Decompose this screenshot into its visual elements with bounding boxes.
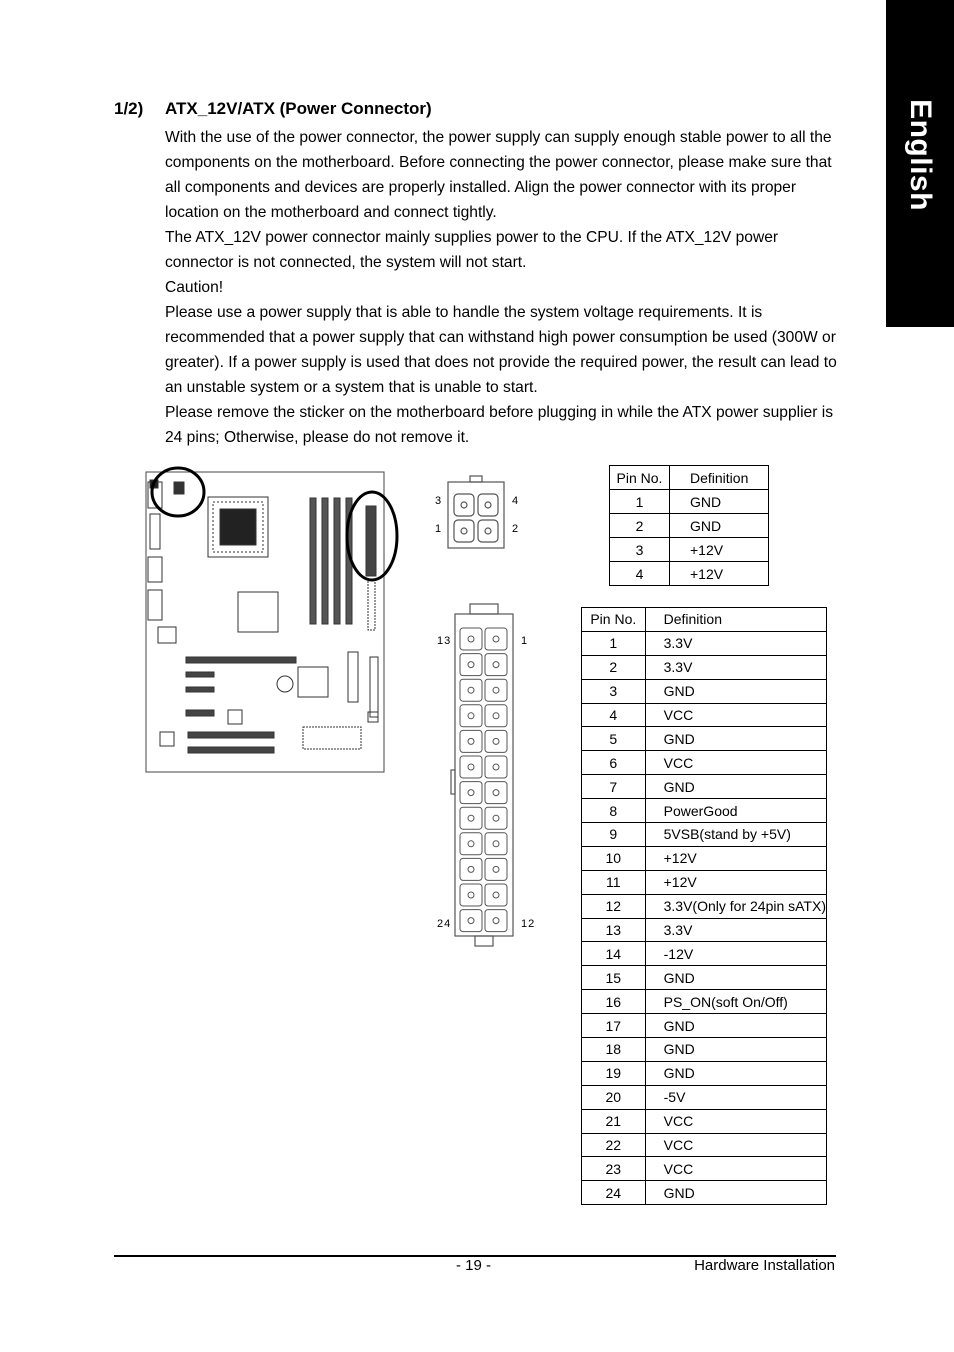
table-row: [582, 679, 827, 703]
connector-pin: [485, 730, 507, 752]
pin-definition-cell: GND: [645, 775, 826, 799]
table-row: [610, 538, 769, 562]
connector-pin-hole: [468, 764, 474, 770]
connector-pin-hole: [468, 841, 474, 847]
table-row: [582, 1014, 827, 1038]
connector-pin-hole: [493, 764, 499, 770]
connector-pin: [460, 705, 482, 727]
connector-pin: [485, 833, 507, 855]
connector-pin: [460, 654, 482, 676]
pin-definition-cell: +12V: [670, 562, 769, 586]
pin-definition-cell: GND: [645, 1014, 826, 1038]
pin-number-cell: 18: [582, 1038, 646, 1062]
table-row: [582, 1085, 827, 1109]
section-heading: [114, 99, 432, 119]
table-header-row: [610, 466, 769, 490]
pin-definition-cell: GND: [645, 679, 826, 703]
table-row: [582, 918, 827, 942]
connector-pin: [460, 833, 482, 855]
connector-pin-hole: [468, 713, 474, 719]
connector-pin-hole: [468, 918, 474, 924]
pin-definition-cell: PS_ON(soft On/Off): [645, 990, 826, 1014]
pin-definition-cell: GND: [670, 514, 769, 538]
table-row: [582, 990, 827, 1014]
pin-number-cell: 3: [582, 679, 646, 703]
pin-definition-cell: VCC: [645, 703, 826, 727]
table-row: [582, 1109, 827, 1133]
header-definition: Definition: [645, 608, 826, 632]
atx12v-pin2-label: 2: [512, 523, 520, 535]
connector-pin: [485, 705, 507, 727]
table-row: [582, 727, 827, 751]
connector-pin-hole: [468, 687, 474, 693]
connector-pin: [485, 884, 507, 906]
connector-pin-hole: [468, 790, 474, 796]
connector-pin-hole: [468, 815, 474, 821]
table-row: [610, 562, 769, 586]
connector-pin: [460, 628, 482, 650]
connector-pin-hole: [493, 866, 499, 872]
pin-number-cell: 9: [582, 823, 646, 847]
pin-definition-cell: -12V: [645, 942, 826, 966]
connector-pin: [460, 858, 482, 880]
table-row: [582, 1181, 827, 1205]
connector-pin-hole: [468, 662, 474, 668]
connector-pin-hole: [493, 738, 499, 744]
section-title: ATX_12V/ATX (Power Connector): [165, 99, 432, 118]
connector-pin-hole: [493, 841, 499, 847]
pin-definition-cell: GND: [645, 1181, 826, 1205]
connector-pin: [485, 756, 507, 778]
pin-definition-cell: 3.3V: [645, 918, 826, 942]
table-row: [582, 966, 827, 990]
table-row: [582, 751, 827, 775]
pin-number-cell: 14: [582, 942, 646, 966]
table-row: [582, 655, 827, 679]
connector-pin-hole: [493, 815, 499, 821]
atx24-pin-table: [581, 607, 827, 1205]
table-row: [582, 1133, 827, 1157]
header-definition: Definition: [670, 466, 769, 490]
body-text: [165, 125, 837, 450]
pin-number-cell: 8: [582, 799, 646, 823]
atx24-pin12-label: 12: [521, 918, 536, 930]
connector-pin: [485, 910, 507, 932]
atx24-pin13-label: 13: [437, 635, 452, 647]
pin-definition-cell: GND: [645, 1061, 826, 1085]
table-row: [582, 1038, 827, 1062]
table-row: [582, 775, 827, 799]
connector-pin-hole: [468, 866, 474, 872]
pin-number-cell: 12: [582, 894, 646, 918]
table-row: [582, 894, 827, 918]
table-row: [582, 846, 827, 870]
connector-pin-hole: [493, 636, 499, 642]
connector-pin: [460, 782, 482, 804]
pin-number-cell: 24: [582, 1181, 646, 1205]
pin-number-cell: 4: [582, 703, 646, 727]
pin-number-cell: 4: [610, 562, 670, 586]
connector-pin: [460, 679, 482, 701]
pin-number-cell: 1: [610, 490, 670, 514]
table-row: [582, 799, 827, 823]
atx24-connector-diagram: [415, 570, 560, 975]
connector-pin: [485, 858, 507, 880]
pin-definition-cell: PowerGood: [645, 799, 826, 823]
atx12v-pin-table: [609, 465, 769, 586]
pin-definition-cell: VCC: [645, 1157, 826, 1181]
table-row: [582, 823, 827, 847]
pin-definition-cell: VCC: [645, 1109, 826, 1133]
atx12v-pin4-label: 4: [512, 495, 520, 507]
table-row: [582, 703, 827, 727]
pin-number-cell: 21: [582, 1109, 646, 1133]
connector-pin-hole: [468, 636, 474, 642]
table-row: [582, 631, 827, 655]
pin-number-cell: 2: [610, 514, 670, 538]
table-row: [610, 490, 769, 514]
pin-definition-cell: GND: [645, 727, 826, 751]
caution-label: Caution!: [165, 279, 224, 296]
atx24-pin1-label: 1: [521, 635, 529, 647]
connector-pin-hole: [493, 918, 499, 924]
connector-pin-hole: [493, 687, 499, 693]
pin-definition-cell: 3.3V: [645, 631, 826, 655]
pin-number-cell: 20: [582, 1085, 646, 1109]
language-tab-label: English: [904, 99, 937, 211]
atx24-pin24-label: 24: [437, 918, 452, 930]
atx12v-pin3-label: 3: [435, 495, 443, 507]
pin-number-cell: 2: [582, 655, 646, 679]
connector-pin: [485, 807, 507, 829]
pin-definition-cell: VCC: [645, 1133, 826, 1157]
language-tab: [886, 0, 954, 327]
connector-pin: [485, 654, 507, 676]
connector-pin-hole: [493, 892, 499, 898]
connector-pin: [485, 679, 507, 701]
section-number: 1/2): [114, 99, 144, 118]
table-row: [582, 942, 827, 966]
pin-number-cell: 23: [582, 1157, 646, 1181]
connector-pin: [460, 756, 482, 778]
pin-number-cell: 17: [582, 1014, 646, 1038]
pin-number-cell: 13: [582, 918, 646, 942]
connector-pin-hole: [493, 790, 499, 796]
table-row: [582, 1061, 827, 1085]
connector-pin: [485, 628, 507, 650]
pin-definition-cell: +12V: [645, 846, 826, 870]
pin-number-cell: 10: [582, 846, 646, 870]
pin-definition-cell: 3.3V: [645, 655, 826, 679]
atx12v-pin1-label: 1: [435, 523, 443, 535]
pin-definition-cell: 3.3V(Only for 24pin sATX): [645, 894, 826, 918]
pin-definition-cell: GND: [670, 490, 769, 514]
connector-pin-hole: [468, 738, 474, 744]
pin-number-cell: 16: [582, 990, 646, 1014]
pin-number-cell: 1: [582, 631, 646, 655]
atx12v-connector-diagram: [420, 470, 530, 560]
connector-pin: [460, 910, 482, 932]
pin-definition-cell: +12V: [645, 870, 826, 894]
pin-number-cell: 19: [582, 1061, 646, 1085]
connector-pin: [460, 807, 482, 829]
pin-number-cell: 7: [582, 775, 646, 799]
connector-pin-hole: [493, 713, 499, 719]
pin-number-cell: 15: [582, 966, 646, 990]
pin-definition-cell: 5VSB(stand by +5V): [645, 823, 826, 847]
header-pin-no: Pin No.: [582, 608, 646, 632]
pin-number-cell: 6: [582, 751, 646, 775]
paragraph-intro: With the use of the power connector, the power supply can supply enough stable power to all the components on the motherboard. Before connecting the power connector, please make sure that all components and devices are properly installed. Align the power connector with its proper location on the motherboard and connect tightly.: [165, 129, 832, 221]
footer-section-title: Hardware Installation: [694, 1257, 835, 1274]
pin-definition-cell: -5V: [645, 1085, 826, 1109]
pin-definition-cell: GND: [645, 1038, 826, 1062]
connector-pin: [485, 782, 507, 804]
connector-pin-hole: [468, 892, 474, 898]
connector-pin: [460, 730, 482, 752]
paragraph-atx12v: The ATX_12V power connector mainly supplies power to the CPU. If the ATX_12V power connector is not connected, the system will not start.: [165, 229, 779, 271]
paragraph-power-requirements: Please use a power supply that is able to handle the system voltage requirements. It is recommended that a power supply that can withstand high power consumption be used (300W or greater). If a power supply is used that does not provide the required power, the result can lead to an unstable system or a system that is unable to start.: [165, 304, 837, 396]
paragraph-sticker: Please remove the sticker on the motherboard before plugging in while the ATX power supplier is 24 pins; Otherwise, please do not remove it.: [165, 404, 834, 446]
pin-number-cell: 11: [582, 870, 646, 894]
connector-pin: [460, 884, 482, 906]
page-number: - 19 -: [456, 1257, 492, 1274]
table-header-row: [582, 608, 827, 632]
connector-pin-hole: [493, 662, 499, 668]
table-row: [582, 870, 827, 894]
table-row: [582, 1157, 827, 1181]
table-row: [610, 514, 769, 538]
pin-number-cell: 3: [610, 538, 670, 562]
pin-definition-cell: +12V: [670, 538, 769, 562]
pin-definition-cell: GND: [645, 966, 826, 990]
pin-definition-cell: VCC: [645, 751, 826, 775]
pin-number-cell: 22: [582, 1133, 646, 1157]
pin-number-cell: 5: [582, 727, 646, 751]
header-pin-no: Pin No.: [610, 466, 670, 490]
motherboard-diagram: [138, 462, 400, 782]
